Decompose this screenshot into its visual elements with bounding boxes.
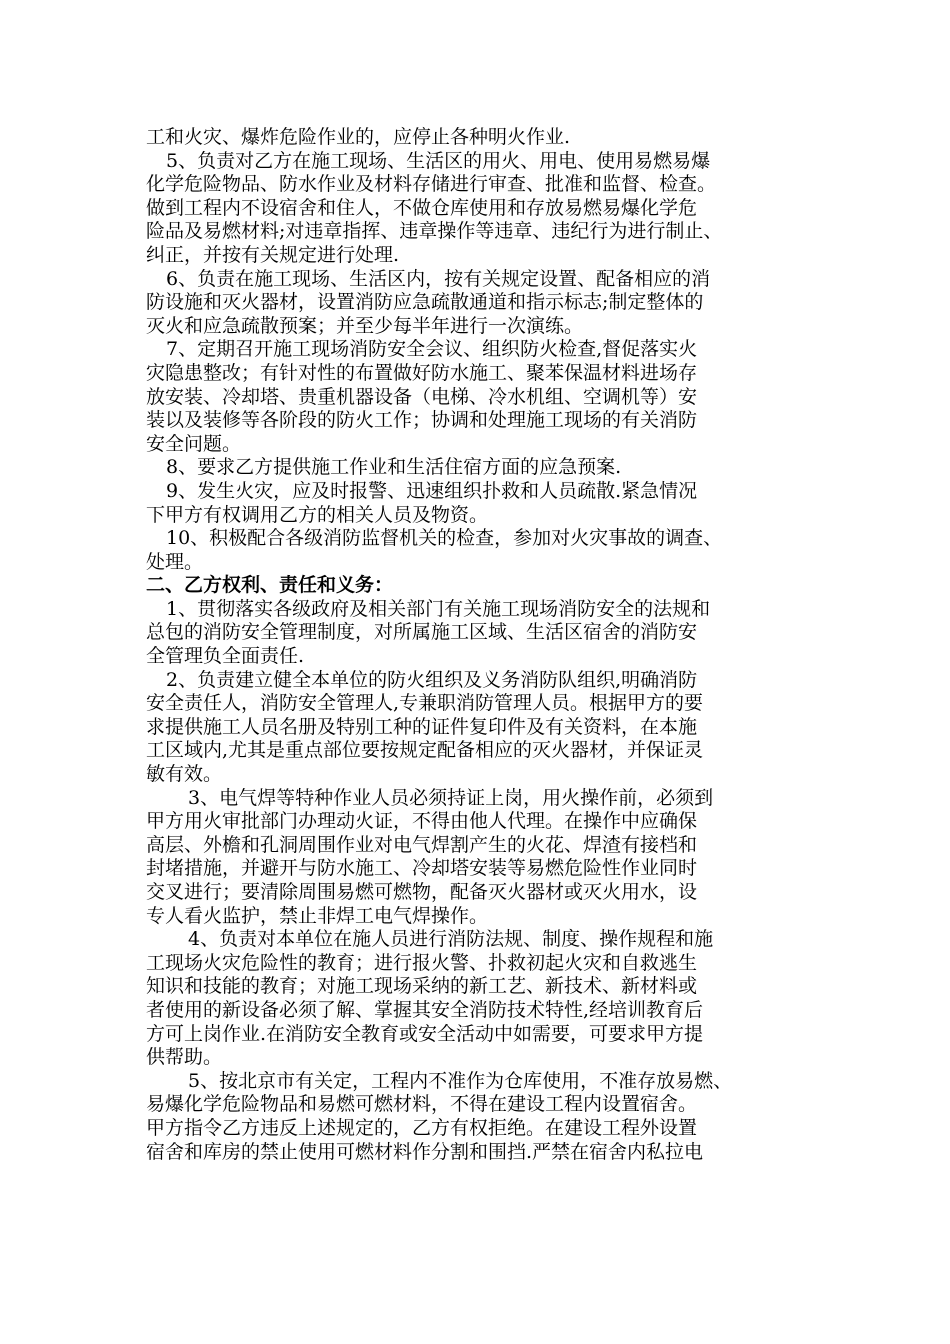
paragraph-line: 高层、外檐和孔洞周围作业对电气焊割产生的火花、焊渣有接档和 xyxy=(146,833,698,856)
document-page xyxy=(146,126,816,1164)
paragraph-line: 安全问题。 xyxy=(146,432,242,455)
paragraph-line: 安全责任人，消防安全管理人,专兼职消防管理人员。根据甲方的要 xyxy=(146,692,704,715)
paragraph-line: 封堵措施，并避开与防水施工、冷却塔安装等易燃危险性作业同时 xyxy=(146,857,698,880)
paragraph-line: 交叉进行；要清除周围易燃可燃物，配备灭火器材或灭火用水，设 xyxy=(146,881,698,903)
paragraph-line: 放安装、冷却塔、贵重机器设备（电梯、冷水机组、空调机等）安 xyxy=(146,385,698,408)
paragraph-line: 易爆化学危险物品和易燃可燃材料，不得在建设工程内设置宿舍。 xyxy=(146,1093,698,1116)
paragraph-line: 总包的消防安全管理制度，对所属施工区域、生活区宿舍的消防安 xyxy=(146,621,698,644)
paragraph-line: 5、按北京市有关定，工程内不准作为仓库使用，不准存放易燃、 xyxy=(188,1069,733,1092)
paragraph-line: 1、贯彻落实各级政府及相关部门有关施工现场消防安全的法规和 xyxy=(166,597,711,620)
paragraph-line: 甲方用火审批部门办理动火证，不得由他人代理。在操作中应确保 xyxy=(146,810,698,833)
paragraph-line: 全管理负全面责任. xyxy=(146,645,305,668)
paragraph-line: 下甲方有权调用乙方的相关人员及物资。 xyxy=(146,503,489,526)
paragraph-line: 8、要求乙方提供施工作业和生活住宿方面的应急预案. xyxy=(166,456,622,479)
paragraph-line: 工区域内,尤其是重点部位要按规定配备相应的灭火器材，并保证灵 xyxy=(146,739,704,762)
paragraph-line: 5、负责对乙方在施工现场、生活区的用火、用电、使用易燃易爆 xyxy=(166,149,711,172)
paragraph-line: 宿舍和库房的禁止使用可燃材料作分割和围挡.严禁在宿舍内私拉电 xyxy=(146,1140,704,1163)
paragraph-line: 4、负责对本单位在施人员进行消防法规、制度、操作规程和施 xyxy=(188,928,714,951)
section-heading: 二、乙方权利、责任和义务： xyxy=(146,574,394,597)
paragraph-line: 2、负责建立健全本单位的防火组织及义务消防队组织,明确消防 xyxy=(166,668,698,691)
paragraph-line: 处理。 xyxy=(146,550,204,573)
paragraph-line: 装以及装修等各阶段的防火工作；协调和处理施工现场的有关消防 xyxy=(146,409,698,432)
paragraph-line: 防设施和灭火器材，设置消防应急疏散通道和指示标志;制定整体的 xyxy=(146,291,704,314)
paragraph-line: 7、定期召开施工现场消防安全会议、组织防火检查,督促落实火 xyxy=(166,338,698,361)
paragraph-line: 化学危险物品、防水作业及材料存储进行审查、批准和监督、检查。 xyxy=(146,173,717,196)
paragraph-line: 工现场火灾危险性的教育；进行报火警、扑救初起火灾和自救逃生 xyxy=(146,951,698,974)
paragraph-line: 6、负责在施工现场、生活区内，按有关规定设置、配备相应的消 xyxy=(166,267,711,290)
paragraph-line: 供帮助。 xyxy=(146,1046,223,1069)
paragraph-line: 求提供施工人员名册及特别工种的证件复印件及有关资料，在本施 xyxy=(146,715,698,738)
paragraph-line: 灾隐患整改；有针对性的布置做好防水施工、聚苯保温材料进场存 xyxy=(146,361,698,384)
paragraph-line: 工和火灾、爆炸危险作业的，应停止各种明火作业. xyxy=(146,126,571,148)
paragraph-line: 做到工程内不设宿舍和住人，不做仓库使用和存放易燃易爆化学危 xyxy=(146,196,698,219)
paragraph-line: 敏有效。 xyxy=(146,763,223,786)
paragraph-line: 灭火和应急疏散预案；并至少每半年进行一次演练。 xyxy=(146,314,584,337)
paragraph-line: 9、发生火灾，应及时报警、迅速组织扑救和人员疏散.紧急情况 xyxy=(166,479,698,502)
paragraph-line: 专人看火监护，禁止非焊工电气焊操作。 xyxy=(146,904,489,927)
paragraph-line: 方可上岗作业.在消防安全教育或安全活动中如需要，可要求甲方提 xyxy=(146,1022,704,1045)
paragraph-line: 纠正，并按有关规定进行处理. xyxy=(146,243,400,266)
paragraph-line: 险品及易燃材料;对违章指挥、违章操作等违章、违纪行为进行制止、 xyxy=(146,220,723,243)
paragraph-line: 10、积极配合各级消防监督机关的检查，参加对火灾事故的调查、 xyxy=(166,527,723,550)
paragraph-line: 者使用的新设备必须了解、掌握其安全消防技术特性,经培训教育后 xyxy=(146,998,704,1021)
paragraph-line: 甲方指令乙方违反上述规定的，乙方有权拒绝。在建设工程外设置 xyxy=(146,1116,698,1139)
paragraph-line: 3、电气焊等特种作业人员必须持证上岗，用火操作前，必须到 xyxy=(188,786,714,809)
paragraph-line: 知识和技能的教育；对施工现场采纳的新工艺、新技术、新材料或 xyxy=(146,975,698,998)
